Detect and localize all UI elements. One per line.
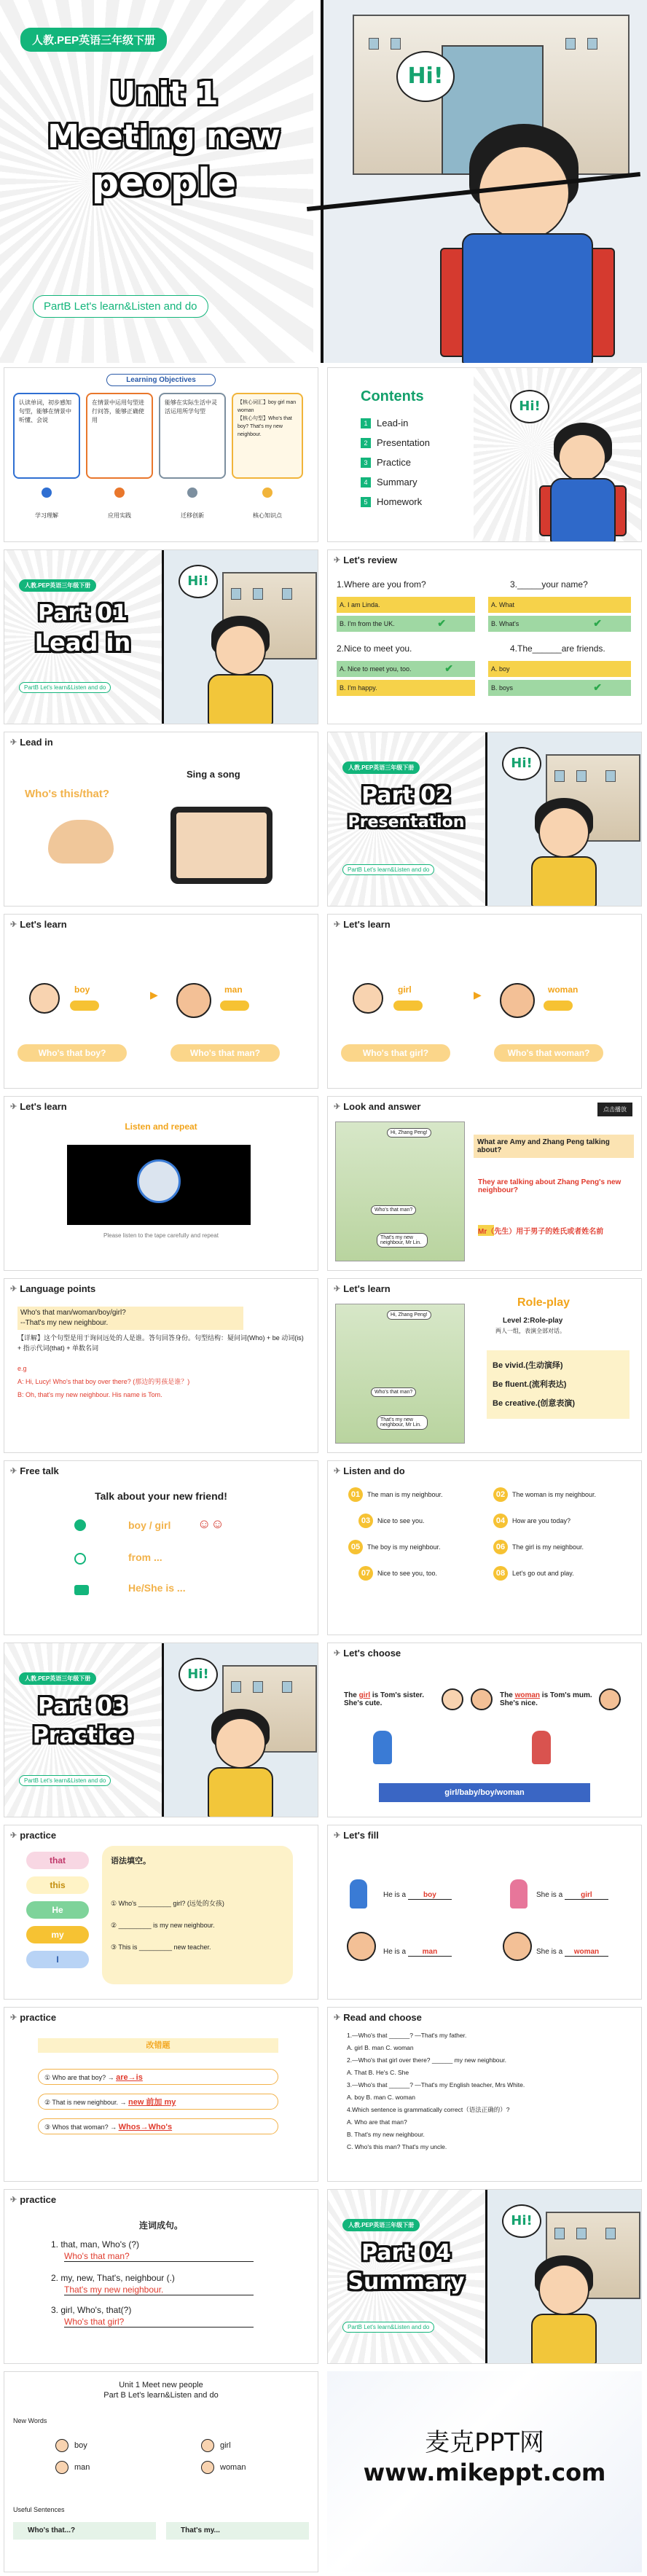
slide-header: ✈ Let's fill: [334, 1830, 379, 1841]
part-badge: 人教.PEP英语三年级下册: [19, 578, 96, 592]
slide-header: ✈ Let's learn: [334, 1283, 391, 1294]
check-icon: ✔: [444, 662, 453, 674]
fill-line: He is a man: [383, 1948, 452, 1957]
fill-line: She is a girl: [536, 1891, 608, 1900]
review-opt[interactable]: B. boys ✔: [488, 680, 631, 696]
word-label: woman: [548, 984, 579, 995]
fill-line: He is a boy: [383, 1891, 452, 1900]
pin-icon: [262, 488, 272, 498]
lookanswer-slide: [327, 1096, 642, 1271]
objective-box: 认读单词，初步感知句型，能够在情景中听懂、会说: [13, 393, 80, 479]
girl-icon: [201, 2439, 214, 2452]
readchoose-lines: [347, 2029, 635, 2153]
objective-label: 学习理解: [35, 512, 58, 519]
freetalk-slide: [4, 1460, 318, 1635]
wing-icon: ✈: [334, 1831, 341, 1840]
part-image: [485, 2190, 642, 2364]
practice3-q: 2. my, new, That's, neighbour (.): [51, 2273, 175, 2283]
summary-title: Unit 1 Meet new people: [119, 2381, 203, 2389]
scene-image: [335, 1304, 465, 1444]
woman-icon: [201, 2461, 214, 2474]
face-icon: [599, 1688, 621, 1710]
question-button[interactable]: Who's that woman?: [494, 1044, 603, 1062]
headphone-icon: [137, 1159, 181, 1203]
listendo-slide: [327, 1460, 642, 1635]
slide-header: ✈ Let's review: [334, 555, 398, 565]
location-icon: [74, 1553, 86, 1565]
cover-badge: 人教.PEP英语三年级下册: [20, 28, 167, 52]
readchoose-line: A. Who are that man?: [347, 2118, 407, 2126]
word-chip[interactable]: that: [26, 1852, 89, 1869]
slide-header: ✈ Let's choose: [334, 1648, 401, 1659]
man-avatar: [347, 1932, 376, 1961]
slide-header: ✈ practice: [10, 2194, 57, 2205]
word-chip[interactable]: my: [26, 1926, 89, 1943]
roleplay-item: Be vivid.(生动演绎): [493, 1361, 563, 1370]
contents-item[interactable]: 4 Summary: [361, 472, 430, 492]
word-pill: [70, 1001, 99, 1011]
cover-slide: [0, 0, 647, 363]
readchoose-line: C. Who's this man? That's my uncle.: [347, 2143, 447, 2150]
correction-row: ① Who are that boy? → are→is: [38, 2069, 278, 2085]
freetalk-line: from ...: [128, 1551, 162, 1563]
part04-slide: [327, 2189, 642, 2364]
slide-header: ✈ Let's learn: [10, 1101, 67, 1112]
slide-header: ✈ Free talk: [10, 1465, 59, 1476]
pin-icon: [114, 488, 125, 498]
useful-label: Useful Sentences: [13, 2506, 65, 2513]
review-q2: 2.Nice to meet you.: [337, 643, 412, 654]
readchoose-line: A. girl B. man C. woman: [347, 2044, 414, 2051]
video-player[interactable]: [67, 1145, 251, 1225]
practice1-slide: [4, 1825, 318, 2000]
readchoose-line: B. That's my new neighbour.: [347, 2131, 425, 2138]
practice3-a: Who's that girl?: [64, 2317, 254, 2328]
slide-header: ✈ Language points: [10, 1283, 96, 1294]
wing-icon: ✈: [10, 1831, 17, 1840]
summary-word: man: [55, 2461, 90, 2474]
woman-avatar: [503, 1932, 532, 1961]
langpoints-slide: [4, 1278, 318, 1453]
choose-sentence: The woman is Tom's mum. She's nice.: [500, 1691, 592, 1707]
part-title: Part 03 Practice: [32, 1694, 133, 1748]
pin-icon: [187, 488, 197, 498]
practice3-a: That's my new neighbour.: [64, 2285, 254, 2295]
wing-icon: ✈: [10, 1285, 17, 1293]
slide-header: ✈ Let's learn: [10, 919, 67, 930]
girl-figure: [510, 1879, 528, 1908]
review-q4: 4.The______are friends.: [510, 643, 605, 654]
note-mr: Mr（先生）用于男子的姓氏或者姓名前: [478, 1225, 624, 1236]
cover-comic-panel: [321, 0, 647, 363]
slide-header: ✈ Look and answer: [334, 1101, 421, 1112]
wing-icon: ✈: [10, 920, 17, 929]
review-q1: 1.Where are you from?: [337, 579, 426, 590]
wing-icon: ✈: [10, 2013, 17, 2022]
correction-row: ③ Whos that woman? → Whos→Who's: [38, 2118, 278, 2134]
wing-icon: ✈: [334, 1467, 341, 1476]
practice3-title: 连词成句。: [138, 2220, 183, 2231]
contents-slide: [327, 367, 642, 542]
readchoose-line: A. That B. He's C. She: [347, 2069, 409, 2076]
part-badge: 人教.PEP英语三年级下册: [342, 760, 420, 774]
word-label: boy: [74, 984, 90, 995]
check-icon: ✔: [593, 681, 602, 693]
hi-bubble: Hi!: [510, 390, 549, 423]
slide-header: ✈ practice: [10, 2012, 57, 2023]
leadin-slide: [4, 732, 318, 907]
check-icon: ✔: [437, 617, 446, 629]
readchoose-slide: [327, 2007, 642, 2182]
wing-icon: ✈: [334, 1285, 341, 1293]
listendo-item: 08 Let's go out and play.: [493, 1566, 632, 1581]
woman-avatar: [500, 983, 535, 1018]
roleplay-items: [487, 1350, 630, 1419]
person-icon: [74, 1519, 86, 1531]
choose-sentence: The girl is Tom's sister. She's cute.: [344, 1691, 425, 1707]
man-avatar: [176, 983, 211, 1018]
readchoose-line: 3.—Who's that ______? —That's my English teacher, Mrs White.: [347, 2081, 525, 2088]
objectives-title: Learning Objectives: [106, 374, 216, 386]
readchoose-line: A. boy B. man C. woman: [347, 2094, 416, 2101]
review-opt[interactable]: A. I am Linda.: [337, 597, 475, 613]
contents-item[interactable]: 5 Homework: [361, 492, 430, 512]
boy-figure: [350, 1879, 367, 1908]
listen-slide: [4, 1096, 318, 1271]
contents-kid: [532, 423, 634, 542]
boy-icon: [55, 2439, 68, 2452]
listendo-item: 05 The boy is my neighbour.: [348, 1540, 487, 1554]
freetalk-line: boy / girl: [128, 1519, 171, 1531]
song-title: Sing a song: [187, 769, 240, 780]
word-pill: [220, 1001, 249, 1011]
speech-bubble: Hi, Zhang Peng!: [387, 1128, 431, 1138]
word-label: man: [224, 984, 243, 995]
review-opt[interactable]: B. I'm happy.: [337, 680, 475, 696]
part-badge: 人教.PEP英语三年级下册: [342, 2217, 420, 2231]
face-icon: [442, 1688, 463, 1710]
roleplay-item: Be creative.(创意表演): [493, 1399, 576, 1408]
summary-word: boy: [55, 2439, 87, 2452]
wing-icon: ✈: [10, 738, 17, 747]
brand-panel: [327, 2371, 642, 2572]
roleplay-title: Role-play: [517, 1296, 570, 1309]
exercise-line: ① Who's _________ girl? (远处的女孩): [111, 1900, 224, 1907]
part01-slide: [4, 549, 318, 724]
woman-figure: [532, 1731, 551, 1764]
review-opt[interactable]: A. What: [488, 597, 631, 613]
exercise-card: [102, 1846, 293, 1984]
part-image: [485, 732, 642, 907]
wing-icon: ✈: [334, 920, 341, 929]
word-chip[interactable]: this: [26, 1876, 89, 1894]
speech-bubble: That's my new neighbour, Mr Lin.: [377, 1415, 428, 1430]
useful-sentence: That's my...: [166, 2522, 309, 2540]
scene-image: [335, 1121, 465, 1261]
correction-row: ② That is new neighbour. → new 前加 my: [38, 2094, 278, 2110]
arrow-icon: ▶: [150, 989, 158, 1001]
word-pill: [393, 1001, 423, 1011]
readchoose-line: 1.—Who's that ______? —That's my father.: [347, 2032, 467, 2039]
roleplay-slide: [327, 1278, 642, 1453]
girl-avatar: [353, 983, 383, 1014]
cover-subtitle: PartB Let's learn&Listen and do: [33, 295, 208, 318]
review-opt[interactable]: A. boy: [488, 661, 631, 677]
objective-box: 能够在实际生活中灵活运用所学句型: [159, 393, 226, 479]
word-chip[interactable]: He: [26, 1901, 89, 1919]
slide-header: ✈ Read and choose: [334, 2012, 422, 2023]
word-pill: [544, 1001, 573, 1011]
fill-line: She is a woman: [536, 1948, 608, 1957]
practice3-q: 1. that, man, Who's (?): [51, 2239, 140, 2250]
speech-bubble: That's my new neighbour, Mr Lin.: [377, 1233, 428, 1248]
exercise-line: ③ This is _________ new teacher.: [111, 1943, 211, 1951]
check-icon: ✔: [593, 617, 602, 629]
eg-label: e.g: [17, 1365, 27, 1372]
part-badge: 人教.PEP英语三年级下册: [19, 1671, 96, 1685]
correction-title: 改错题: [38, 2038, 278, 2053]
tv-image[interactable]: [170, 807, 272, 884]
part-title: Part 01 Lead in: [34, 600, 131, 657]
listen-note: Please listen to the tape carefully and repeat: [103, 1232, 219, 1239]
kids-icon: ☺☺: [197, 1516, 224, 1531]
hi-bubble: Hi!: [179, 1658, 218, 1691]
play-button[interactable]: 点击播放: [597, 1103, 632, 1116]
wing-icon: ✈: [334, 556, 341, 565]
summary-slide: [4, 2371, 318, 2572]
wing-icon: ✈: [334, 2013, 341, 2022]
boy-avatar: [29, 983, 60, 1014]
level-sub: 两人一组，表演全部对话。: [495, 1328, 565, 1334]
contents-list: [361, 413, 430, 512]
part-subtitle: PartB Let's learn&Listen and do: [19, 1773, 111, 1786]
exercise-line: ② _________ is my new neighbour.: [111, 1922, 215, 1929]
word-label: girl: [398, 984, 412, 995]
part-subtitle: PartB Let's learn&Listen and do: [342, 862, 434, 875]
answer-text: They are talking about Zhang Peng's new neighbour?: [478, 1178, 621, 1194]
practice3-q: 3. girl, Who's, that(?): [51, 2305, 132, 2315]
listendo-item: 03 Nice to see you.: [348, 1514, 487, 1528]
hi-bubble: Hi!: [502, 2204, 541, 2238]
contents-item[interactable]: 3 Practice: [361, 453, 430, 472]
level-title: Level 2:Role-play: [503, 1317, 563, 1325]
cover-title: Unit 1 Meeting new people: [47, 75, 281, 205]
face-icon: [471, 1688, 493, 1710]
objective-box: 在情景中运用句型进行问答，能够正确使用: [86, 393, 153, 479]
useful-sentence: Who's that...?: [13, 2522, 156, 2540]
listendo-item: 07 Nice to see you, too.: [348, 1566, 487, 1581]
pin-icon: [42, 488, 52, 498]
readchoose-line: 4.Which sentence is grammatically correct（语法正确的）?: [347, 2106, 510, 2113]
hi-bubble: Hi!: [396, 51, 455, 102]
wing-icon: ✈: [10, 2196, 17, 2204]
word-chip[interactable]: I: [26, 1951, 89, 1968]
practice3-a: Who's that man?: [64, 2251, 254, 2262]
slide-header: ✈ practice: [10, 1830, 57, 1841]
slide-header: ✈ Let's learn: [334, 919, 391, 930]
fill-slide: [327, 1825, 642, 2000]
part-subtitle: PartB Let's learn&Listen and do: [342, 2319, 434, 2333]
objectives-slide: [4, 367, 318, 542]
practice2-slide: [4, 2007, 318, 2182]
question-box: What are Amy and Zhang Peng talking about?: [474, 1135, 634, 1158]
wing-icon: ✈: [334, 1649, 341, 1658]
wing-icon: ✈: [10, 1103, 17, 1111]
objectives-boxes: [13, 393, 303, 479]
brand-url[interactable]: www.mikeppt.com: [363, 2459, 606, 2486]
review-opt[interactable]: B. What's ✔: [488, 616, 631, 632]
summary-word: girl: [201, 2439, 231, 2452]
contents-item[interactable]: 2 Presentation: [361, 433, 430, 453]
contents-title: Contents: [361, 388, 424, 404]
word-bank-bar: girl/baby/boy/woman: [379, 1783, 590, 1802]
listendo-item: 04 How are you today?: [493, 1514, 632, 1528]
part-title: Part 04 Summary: [348, 2240, 465, 2295]
brand-name: 麦克PPT网: [425, 2428, 544, 2457]
part-title: Part 02 Presentation: [348, 783, 465, 831]
part-image: [162, 550, 318, 724]
review-slide: [327, 549, 642, 724]
listen-title: Listen and repeat: [125, 1121, 197, 1132]
review-opt[interactable]: A. Nice to meet you, too. ✔: [337, 661, 475, 677]
hi-bubble: Hi!: [179, 565, 218, 598]
new-words-label: New Words: [13, 2417, 47, 2424]
freetalk-title: Talk about your new friend!: [95, 1490, 227, 1502]
contents-item[interactable]: 1 Lead-in: [361, 413, 430, 433]
part-subtitle: PartB Let's learn&Listen and do: [19, 680, 111, 693]
choose-slide: [327, 1643, 642, 1817]
listendo-grid: [348, 1487, 632, 1581]
review-q3: 3._____your name?: [510, 579, 588, 590]
cat-image: [48, 820, 114, 864]
part-image: [162, 1643, 318, 1817]
part03-slide: [4, 1643, 318, 1817]
question-button[interactable]: Who's that boy?: [17, 1044, 127, 1062]
listendo-item: 02 The woman is my neighbour.: [493, 1487, 632, 1502]
wing-icon: ✈: [10, 1467, 17, 1476]
summary-word: woman: [201, 2461, 246, 2474]
speech-bubble: Who's that man?: [371, 1205, 416, 1215]
chat-icon: [74, 1585, 89, 1595]
objective-label: 应用实践: [108, 512, 131, 519]
objective-label: 迁移创新: [181, 512, 204, 519]
girl-figure: [373, 1731, 392, 1764]
speech-bubble: Who's that man?: [371, 1387, 416, 1397]
pattern-box: Who's that man/woman/boy/girl? --That's my new neighbour.: [17, 1307, 243, 1330]
objectives-labels: [13, 488, 303, 521]
word-bank: [26, 1852, 89, 1968]
example-b: B: Oh, that's my new neighbour. His name is Tom.: [17, 1391, 162, 1398]
question-button[interactable]: Who's that man?: [170, 1044, 280, 1062]
slide-header: ✈ Listen and do: [334, 1465, 405, 1476]
listendo-item: 06 The girl is my neighbour.: [493, 1540, 632, 1554]
arrow-icon: ▶: [474, 989, 482, 1001]
explain-text: 【详解】这个句型是用于询问远处的人是谁。答句回答身份。句型结构：疑问词(Who) + be 动词(is) + 指示代词(that) + 单数名词: [17, 1334, 304, 1352]
cover-kid: [433, 124, 622, 363]
leadin-question: Who's this/that?: [25, 788, 110, 800]
listendo-item: 01 The man is my neighbour.: [348, 1487, 487, 1502]
summary-subtitle: Part B Let's learn&Listen and do: [103, 2391, 219, 2400]
objective-label: 核心知识点: [253, 512, 282, 519]
freetalk-line: He/She is ...: [128, 1582, 186, 1594]
objective-box: 【核心词汇】boy girl man woman 【核心句型】Who's that boy? That's my new neighbour.: [232, 393, 303, 479]
learn2-slide: [327, 914, 642, 1089]
slide-header: ✈ Lead in: [10, 737, 53, 748]
review-opt[interactable]: B. I'm from the UK. ✔: [337, 616, 475, 632]
man-icon: [55, 2461, 68, 2474]
hi-bubble: Hi!: [502, 747, 541, 780]
example-a: A: Hi, Lucy! Who's that boy over there? (那边的男孩是谁？): [17, 1378, 190, 1385]
readchoose-line: 2.—Who's that girl over there? ______ my new neighbour.: [347, 2056, 506, 2064]
part02-slide: [327, 732, 642, 907]
learn1-slide: [4, 914, 318, 1089]
roleplay-item: Be fluent.(流利表达): [493, 1380, 567, 1389]
wing-icon: ✈: [334, 1103, 341, 1111]
question-button[interactable]: Who's that girl?: [341, 1044, 450, 1062]
speech-bubble: Hi, Zhang Peng!: [387, 1310, 431, 1320]
exercise-title: 语法填空。: [111, 1857, 151, 1866]
practice3-slide: [4, 2189, 318, 2364]
